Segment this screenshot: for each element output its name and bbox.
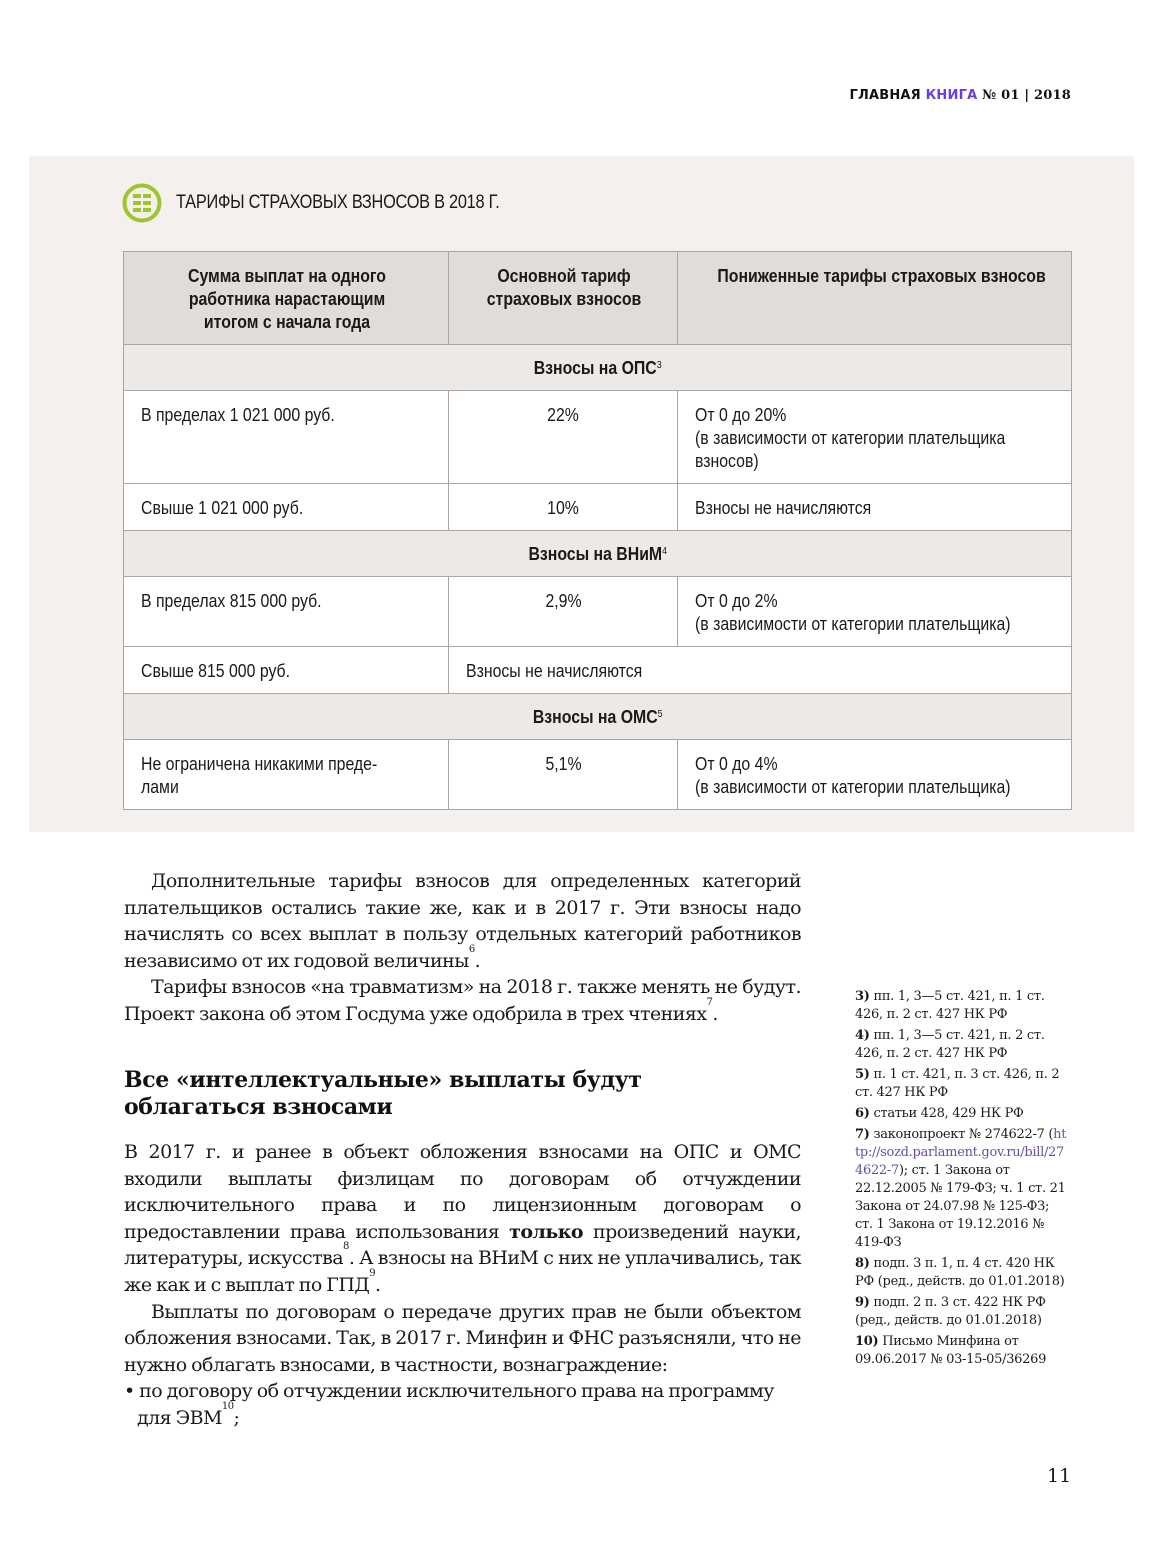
section-title: Взносы на ВНиМ <box>528 544 663 564</box>
footnote: 3) пп. 1, 3—5 ст. 421, п. 1 ст. 426, п. 2 ст. 427 НК РФ <box>855 989 1045 1022</box>
article-intro <box>124 868 801 1028</box>
running-head <box>849 88 1071 103</box>
column-header-reduced-rates: Пониженные тарифы страховых взносов <box>678 252 1072 345</box>
footnote-ref: 3 <box>657 360 662 371</box>
footnote-ref: 6 <box>468 943 475 955</box>
amount-cell: Свыше 815 000 руб. <box>124 647 449 694</box>
section-row-oms <box>124 694 1072 740</box>
emphasis: только <box>509 1220 584 1243</box>
article-section <box>124 1139 801 1432</box>
tariff-infobox <box>29 156 1134 832</box>
paragraph: Дополнительные тарифы взносов для определенных категорий плательщиков остались такие же, как и в 2017 г. Эти взносы надо начислять со всех выплат в пользу отдельных категорий работников независимо от их годовой величины$^6$. <box>124 870 801 972</box>
footnote: 8) подп. 3 п. 1, п. 4 ст. 420 НК РФ (ред., действ. до 01.01.2018) <box>855 1256 1065 1289</box>
amount-cell: Свыше 1 021 000 руб. <box>124 484 449 531</box>
footnote: 9) подп. 2 п. 3 ст. 422 НК РФ (ред., действ. до 01.01.2018) <box>855 1295 1046 1328</box>
amount-cell: Не ограничена никакими преде- лами <box>124 740 449 810</box>
footnote: 6) статьи 428, 429 НК РФ <box>855 1106 1024 1121</box>
table-list-icon <box>122 183 162 223</box>
page-number: 11 <box>1047 1465 1072 1487</box>
base-rate-cell: 2,9% <box>449 577 678 647</box>
column-header-amount: Сумма выплат на одного работника нарастающим итогом с начала года <box>124 252 449 345</box>
bullet-icon: • <box>124 1380 140 1403</box>
amount-cell: В пределах 815 000 руб. <box>124 577 449 647</box>
table-header-row <box>124 252 1072 345</box>
brand-name-part1: ГЛАВНАЯ <box>849 88 921 103</box>
base-rate-cell: 5,1% <box>449 740 678 810</box>
amount-cell: В пределах 1 021 000 руб. <box>124 391 449 484</box>
paragraph: Выплаты по договорам о передаче других прав не были объектом обложения взносами. Так, в 2017 г. Минфин и ФНС разъясняли, что не нужно облагать взносами, в частности, вознаграждение: <box>124 1300 801 1376</box>
footnote: 4) пп. 1, 3—5 ст. 421, п. 2 ст. 426, п. 2 ст. 427 НК РФ <box>855 1028 1045 1061</box>
footnote: 10) Письмо Минфина от 09.06.2017 № 03-15-05/36269 <box>855 1334 1047 1367</box>
section-heading: Все «интеллектуальные» выплаты будут облагаться взносами <box>124 1067 642 1120</box>
paragraph: В 2017 г. и ранее в объект обложения взносами на ОПС и ОМС входили выплаты физлицам по договорам об отчуждении исключительного права и по лицензионным договорам о предоставлении права использования только произведений науки, литературы, искусства$^8$. А взносы на ВНиМ с них не уплачивались, так же как и с выплат по ГПД$^9$. <box>124 1141 801 1296</box>
reduced-rate-cell: От 0 до 20% (в зависимости от категории плательщика взносов) <box>678 391 1072 484</box>
issue-number: № 01 | 2018 <box>982 88 1071 103</box>
brand-name-part2: КНИГА <box>925 88 978 103</box>
base-rate-cell: 10% <box>449 484 678 531</box>
paragraph: Тарифы взносов «на травматизм» на 2018 г. также менять не будут. Проект закона об этом Госдума уже одобрила в трех чтениях$^7$. <box>124 976 801 1025</box>
footnote-ref: 4 <box>662 546 668 557</box>
base-rate-cell: 22% <box>449 391 678 484</box>
tariffs-table <box>123 251 1072 810</box>
footnote-ref: 8 <box>343 1241 349 1253</box>
infobox-title: ТАРИФЫ СТРАХОВЫХ ВЗНОСОВ В 2018 Г. <box>176 192 500 213</box>
table-row <box>124 484 1072 531</box>
sidenotes <box>855 988 1070 1372</box>
section-title: Взносы на ОПС <box>534 358 658 378</box>
section-row-vnim <box>124 531 1072 577</box>
footnote-ref: 9 <box>369 1267 376 1279</box>
reduced-rate-cell: От 0 до 2% (в зависимости от категории плательщика) <box>678 577 1072 647</box>
table-row <box>124 647 1072 694</box>
bill-link[interactable]: http://sozd.parlament.gov.ru/bill/274622-7 <box>855 1127 1067 1178</box>
section-title: Взносы на ОМС <box>533 707 658 727</box>
reduced-rate-cell: Взносы не начисляются <box>678 484 1072 531</box>
table-row <box>124 577 1072 647</box>
footnote-ref: 7 <box>706 996 713 1008</box>
merged-rate-cell: Взносы не начисляются <box>449 647 1072 694</box>
bullet-item: • по договору об отчуждении исключительного права на программу для ЭВМ$^{10}$; <box>124 1380 774 1429</box>
footnote: 7) законопроект № 274622-7 (http://sozd.parlament.gov.ru/bill/274622-7); ст. 1 Закона от 22.12.2005 № 179-ФЗ; ч. 1 ст. 21 Закона от 24.07.98 № 125-ФЗ; ст. 1 Закона от 19.12.2016 № 419-ФЗ <box>855 1127 1067 1250</box>
footnote-ref: 10 <box>221 1400 234 1412</box>
infobox-header <box>122 183 552 223</box>
reduced-rate-cell: От 0 до 4% (в зависимости от категории плательщика) <box>678 740 1072 810</box>
table-row <box>124 391 1072 484</box>
section-row-ops <box>124 345 1072 391</box>
table-row <box>124 740 1072 810</box>
footnote-ref: 5 <box>657 709 663 720</box>
column-header-base-rate: Основной тариф страховых взносов <box>449 252 678 345</box>
footnote: 5) п. 1 ст. 421, п. 3 ст. 426, п. 2 ст. 427 НК РФ <box>855 1067 1060 1100</box>
